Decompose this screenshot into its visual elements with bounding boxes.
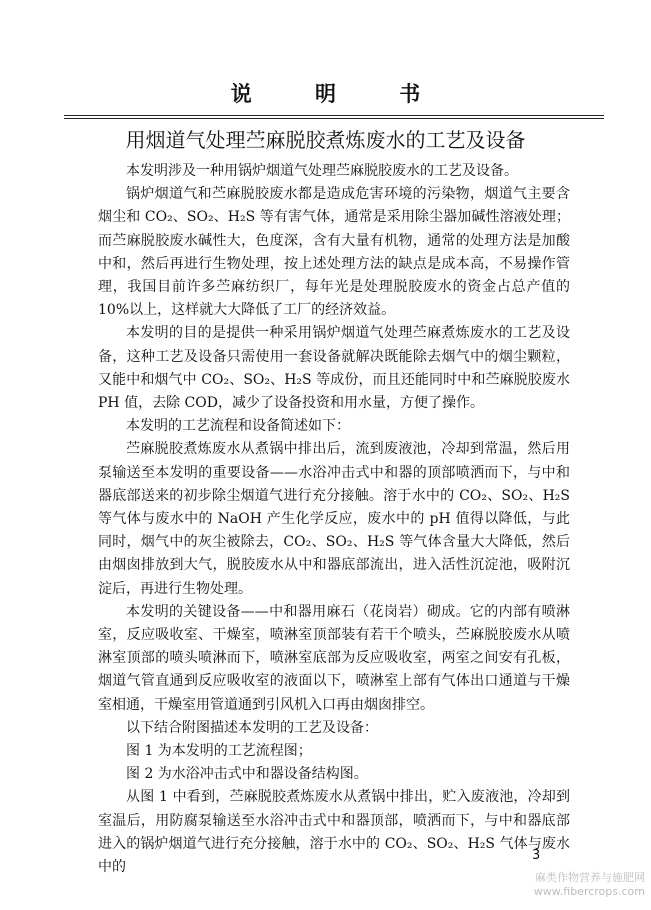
paragraph-figures-intro: 以下结合附图描述本发明的工艺及设备： bbox=[126, 719, 378, 736]
document-title: 用烟道气处理苎麻脱胶煮炼废水的工艺及设备 bbox=[125, 128, 526, 152]
paragraph-figure-1: 图 1 为本发明的工艺流程图； bbox=[126, 743, 312, 760]
watermark bbox=[534, 871, 645, 899]
paragraph-background: 锅炉烟道气和苎麻脱胶废水都是造成危害环境的污染物，烟道气主要含烟尘和 CO₂、SO₂、H₂S 等有害气体，通常是采用除尘器加碱性溶液处理；而苎麻脱胶废水碱性大，色度深，含有大量有机物，通常的处理方法是加酸中和，然后再进行生物处理，按上述处理方法的缺点是成本高，不易操作管理，我国目前许多苎麻纺织厂，每年光是处理脱胶废水的资金占总产值的 10%以上，这样就大大降低了工厂的经济效益。 bbox=[98, 186, 570, 319]
title-rule-top bbox=[64, 115, 604, 116]
section-title: 说 明 书 bbox=[230, 82, 449, 106]
title-rule-bottom bbox=[64, 118, 604, 119]
watermark-url: www.fibercrops.com bbox=[533, 885, 645, 898]
page-number: 3 bbox=[532, 848, 541, 863]
watermark-site-name: 麻类作物营养与施肥网 bbox=[535, 871, 645, 884]
paragraph-process: 苎麻脱胶煮炼废水从煮锅中排出后，流到废液池，冷却到常温，然后用泵输送至本发明的重要设备——水浴冲击式中和器的顶部喷洒而下，与中和器底部送来的初步除尘烟道气进行充分接触。溶于水中的 CO₂、SO₂、H₂S 等气体与废水中的 NaOH 产生化学反应，废水中的 pH 值得以降低，与此同时，烟气中的灰尘被除去，CO₂、SO₂、H₂S 等气体含量大大降低，然后由烟囱排放到大气，脱胶废水从中和器底部流出，进入活性沉淀池，吸附沉淀后，再进行生物处理。 bbox=[98, 441, 570, 597]
body-text bbox=[98, 160, 570, 879]
paragraph-equipment: 本发明的关键设备——中和器用麻石（花岗岩）砌成。它的内部有喷淋室，反应吸收室、干燥室，喷淋室顶部装有若干个喷头，苎麻脱胶废水从喷淋室顶部的喷头喷淋而下，喷淋室底部为反应吸收室，两室之间安有孔板，烟道气管直通到反应吸收室的液面以下，喷淋室上部有气体出口通道与干燥室相通，干燥室用管道通到引风机入口再由烟囱排空。 bbox=[98, 603, 570, 713]
paragraph-figure-description: 从图 1 中看到，苎麻脱胶煮炼废水从煮锅中排出，贮入废液池，冷却到室温后，用防腐泵输送至水浴冲击式中和器顶部，喷洒而下，与中和器底部进入的锅炉烟道气进行充分接触，溶于水中的 CO₂、SO₂、H₂S 气体与废水中的 bbox=[98, 789, 570, 876]
paragraph-process-heading: 本发明的工艺流程和设备简述如下： bbox=[126, 418, 350, 435]
paragraph-objective: 本发明的目的是提供一种采用锅炉烟道气处理苎麻煮炼废水的工艺及设备，这种工艺及设备只需使用一套设备就解决既能除去烟气中的烟尘颗粒，又能中和烟气中 CO₂、SO₂、H₂S 等成份，而且还能同时中和苎麻脱胶废水 PH 值，去除 COD，减少了设备投资和用水量，方便了操作。 bbox=[98, 325, 570, 412]
paragraph-intro: 本发明涉及一种用锅炉烟道气处理苎麻脱胶废水的工艺及设备。 bbox=[126, 163, 518, 179]
paragraph-figure-2: 图 2 为水浴冲击式中和器设备结构图。 bbox=[126, 766, 368, 783]
